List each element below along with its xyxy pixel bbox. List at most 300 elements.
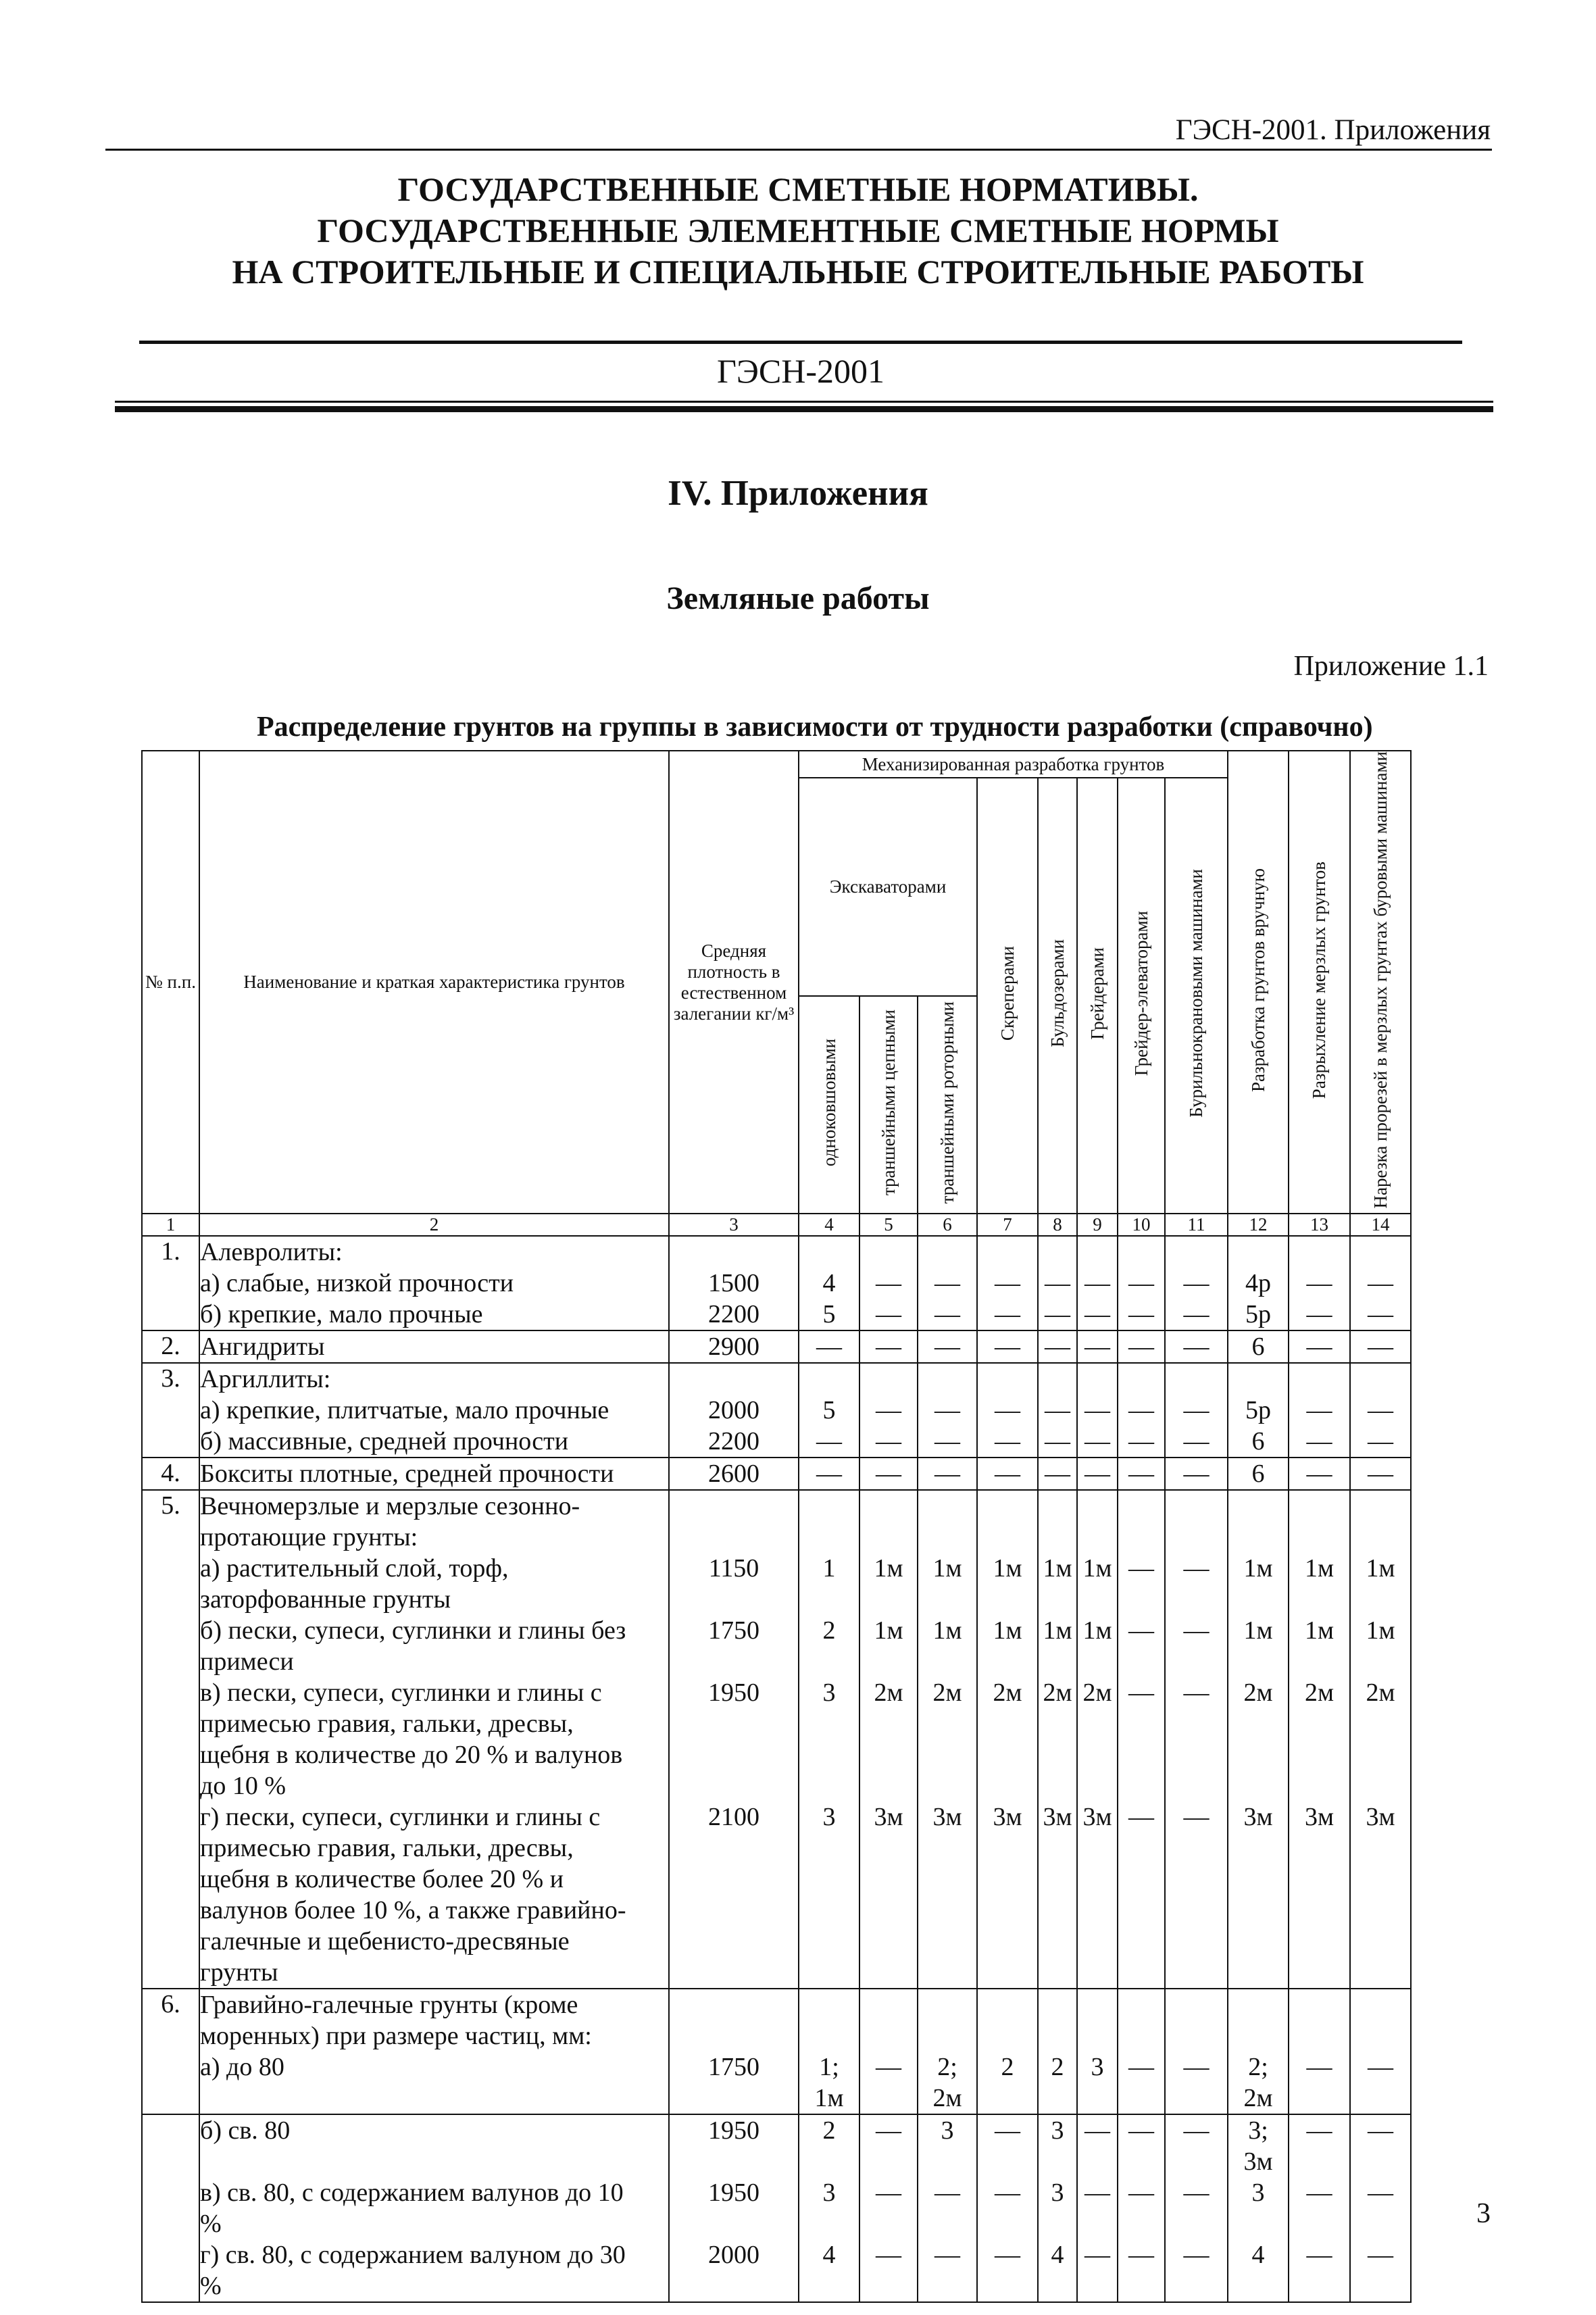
group-value: — xyxy=(1128,2241,1154,2270)
soil-name-cell xyxy=(199,1330,669,1363)
group-value xyxy=(1166,1739,1227,1770)
density-cell xyxy=(669,2114,799,2302)
group-value: 2м xyxy=(993,1678,1022,1708)
group-value: — xyxy=(1183,2241,1210,2270)
group-value: — xyxy=(934,2179,960,2208)
group-value xyxy=(918,1237,976,1268)
group-value xyxy=(860,1957,917,1988)
group-value xyxy=(860,2208,917,2239)
soil-name-line: заторфованные грунты xyxy=(200,1585,451,1614)
group-value xyxy=(799,2146,859,2177)
group-value: 2 xyxy=(822,1616,836,1645)
group-value xyxy=(1166,2270,1227,2301)
group-value xyxy=(1228,1926,1288,1957)
group-value-cell xyxy=(1077,1330,1118,1363)
group-value xyxy=(1078,1895,1117,1926)
density-value xyxy=(670,2020,798,2051)
group-value xyxy=(1351,1926,1410,1957)
group-value xyxy=(1289,1584,1349,1615)
group-value: 6 xyxy=(1251,1427,1265,1456)
header-col-4: одноковшовыми xyxy=(799,996,859,1214)
soil-name-line xyxy=(200,2083,668,2114)
group-value xyxy=(978,1739,1037,1770)
group-value: — xyxy=(1306,1427,1332,1456)
group-value: — xyxy=(1183,1554,1210,1583)
group-value: — xyxy=(1306,2241,1332,2270)
group-value: — xyxy=(1183,1269,1210,1298)
group-value xyxy=(1078,1926,1117,1957)
group-value: 2 xyxy=(1051,2053,1064,2082)
density-value xyxy=(670,1864,798,1895)
density-value: 1950 xyxy=(708,1678,759,1708)
appendix-label: Приложение 1.1 xyxy=(1293,651,1489,682)
title-line: ГОСУДАРСТВЕННЫЕ ЭЛЕМЕНТНЫЕ СМЕТНЫЕ НОРМЫ xyxy=(317,211,1279,249)
group-value: — xyxy=(1128,1427,1154,1456)
row-number: 5. xyxy=(142,1490,199,1989)
group-value xyxy=(860,1739,917,1770)
group-value-cell xyxy=(1228,1236,1289,1330)
group-value xyxy=(918,1646,976,1677)
group-value: 4 xyxy=(1051,2241,1064,2270)
group-value xyxy=(1351,1957,1410,1988)
soil-name-line: Гравийно-галечные грунты (кроме xyxy=(200,1991,578,2020)
group-value-cell xyxy=(918,2114,977,2302)
row-number: 4. xyxy=(142,1458,199,1490)
group-value: — xyxy=(995,1396,1020,1425)
group-value: 6 xyxy=(1251,1333,1265,1362)
group-value xyxy=(1351,2083,1410,2114)
group-value xyxy=(1039,1739,1076,1770)
group-value xyxy=(1118,1646,1164,1677)
group-value xyxy=(918,2146,976,2177)
group-value xyxy=(1289,2270,1349,2301)
group-value-cell xyxy=(1228,1458,1289,1490)
group-value: 2м xyxy=(1243,1678,1273,1708)
group-value xyxy=(1118,2146,1164,2177)
group-value: — xyxy=(995,2116,1020,2145)
soil-name-line: в) пески, супеси, суглинки и глины с xyxy=(200,1678,602,1708)
soil-name-line: Аргиллиты: xyxy=(200,1365,331,1394)
group-value: — xyxy=(816,1460,842,1489)
group-value-cell xyxy=(1228,1363,1289,1458)
group-value xyxy=(1039,2270,1076,2301)
group-value: — xyxy=(1128,2053,1154,2082)
soil-name-line: г) пески, супеси, суглинки и глины с xyxy=(200,1803,601,1832)
group-value: — xyxy=(934,1300,960,1329)
col-number: 8 xyxy=(1038,1214,1077,1236)
group-value-cell xyxy=(1038,1330,1077,1363)
group-value-cell xyxy=(1077,2114,1118,2302)
group-value-cell xyxy=(1118,1490,1165,1989)
group-value xyxy=(1228,1584,1288,1615)
group-value: — xyxy=(1128,2179,1154,2208)
group-value: 3м xyxy=(1082,1803,1112,1832)
soil-name-line: а) слабые, низкой прочности xyxy=(200,1269,514,1298)
group-value: 3 xyxy=(822,1678,836,1708)
group-value xyxy=(799,1237,859,1268)
group-value: — xyxy=(1128,1396,1154,1425)
group-value xyxy=(1351,1364,1410,1395)
group-value xyxy=(1351,1864,1410,1895)
group-value xyxy=(1118,2083,1164,2114)
group-value: 2м xyxy=(932,2084,962,2113)
group-value xyxy=(799,1895,859,1926)
soil-name-line: % xyxy=(200,2210,222,2239)
group-value: 3 xyxy=(941,2116,954,2145)
group-value xyxy=(978,1989,1037,2020)
soil-name-line: б) массивные, средней прочности xyxy=(200,1427,569,1456)
group-value: 1м xyxy=(1043,1554,1072,1583)
col-number: 6 xyxy=(918,1214,977,1236)
group-value xyxy=(1166,2146,1227,2177)
group-value: 3м xyxy=(1243,1803,1273,1832)
group-value-cell xyxy=(1038,1490,1077,1989)
group-value xyxy=(1351,2020,1410,2051)
group-value xyxy=(799,1864,859,1895)
group-value xyxy=(799,1708,859,1739)
soil-name-line xyxy=(200,2146,668,2177)
group-value: 1м xyxy=(814,2084,844,2113)
header-no: № п.п. xyxy=(142,751,199,1214)
group-value: — xyxy=(1045,1269,1070,1298)
group-value xyxy=(1118,1926,1164,1957)
group-value xyxy=(978,1770,1037,1801)
group-value xyxy=(1118,1491,1164,1522)
density-value xyxy=(670,1833,798,1864)
soil-name-cell xyxy=(199,1236,669,1330)
density-value: 1750 xyxy=(708,1616,759,1645)
density-value xyxy=(670,1739,798,1770)
group-value xyxy=(1078,1584,1117,1615)
group-value-cell xyxy=(977,1458,1038,1490)
group-value: — xyxy=(876,1300,901,1329)
col-number: 4 xyxy=(799,1214,859,1236)
group-value xyxy=(1039,1237,1076,1268)
soil-name-line: грунты xyxy=(200,1958,278,1987)
group-value-cell xyxy=(859,1490,918,1989)
group-value xyxy=(1118,1957,1164,1988)
group-value xyxy=(799,1989,859,2020)
group-value xyxy=(1078,1957,1117,1988)
group-value xyxy=(1039,2146,1076,2177)
density-value xyxy=(670,1708,798,1739)
group-value: 5 xyxy=(822,1300,836,1329)
soil-name-line: Алевролиты: xyxy=(200,1238,343,1267)
group-value-cell xyxy=(918,1989,977,2114)
col-number: 13 xyxy=(1289,1214,1350,1236)
soil-name-line: Бокситы плотные, средней прочности xyxy=(200,1460,614,1489)
group-value: — xyxy=(1045,1427,1070,1456)
col-number: 10 xyxy=(1118,1214,1165,1236)
group-value xyxy=(1039,1491,1076,1522)
group-value: 4 xyxy=(822,1269,836,1298)
group-value: — xyxy=(934,1333,960,1362)
group-value: 2м xyxy=(1366,1678,1395,1708)
group-value xyxy=(860,1708,917,1739)
code-bottom-rule-thin xyxy=(115,401,1493,403)
group-value: 1 xyxy=(822,1554,836,1583)
header-col-8: Бульдозерами xyxy=(1038,778,1077,1214)
group-value xyxy=(1289,1739,1349,1770)
group-value xyxy=(1351,1895,1410,1926)
density-value: 2200 xyxy=(708,1300,759,1329)
group-value xyxy=(1351,2146,1410,2177)
group-value-cell xyxy=(1165,1490,1228,1989)
group-value xyxy=(978,2083,1037,2114)
group-value xyxy=(1078,1364,1117,1395)
group-value xyxy=(1228,2020,1288,2051)
group-value xyxy=(918,1895,976,1926)
header-col-9: Грейдерами xyxy=(1077,778,1118,1214)
group-value-cell xyxy=(799,1236,859,1330)
group-value: — xyxy=(934,1269,960,1298)
group-value xyxy=(1118,1237,1164,1268)
group-value: — xyxy=(1368,1460,1393,1489)
group-value xyxy=(860,2270,917,2301)
group-value: 3м xyxy=(1304,1803,1335,1832)
group-value: 4 xyxy=(822,2241,836,2270)
code-bottom-rule-thick xyxy=(115,406,1493,412)
group-value-cell xyxy=(799,1363,859,1458)
running-head: ГЭСН-2001. Приложения xyxy=(1175,114,1491,146)
group-value-cell xyxy=(1038,2114,1077,2302)
group-value xyxy=(1078,2146,1117,2177)
group-value: 3 xyxy=(1091,2053,1104,2082)
group-value xyxy=(1289,1833,1349,1864)
col-number: 3 xyxy=(669,1214,799,1236)
group-value: — xyxy=(876,2241,901,2270)
table-row xyxy=(142,2114,1411,2302)
group-value-cell xyxy=(1118,1989,1165,2114)
density-value: 2000 xyxy=(708,1396,759,1425)
group-value: 1м xyxy=(932,1616,962,1645)
group-value xyxy=(1228,1491,1288,1522)
group-value xyxy=(978,1957,1037,1988)
group-value xyxy=(799,1926,859,1957)
table-row xyxy=(142,1363,1411,1458)
group-value: — xyxy=(1183,1678,1210,1708)
group-value xyxy=(799,2208,859,2239)
group-value-cell xyxy=(1228,1330,1289,1363)
group-value xyxy=(978,2020,1037,2051)
group-value xyxy=(978,1833,1037,1864)
soil-name-line: % xyxy=(200,2272,222,2301)
group-value: — xyxy=(876,1269,901,1298)
group-value xyxy=(1078,2020,1117,2051)
group-value xyxy=(978,1926,1037,1957)
soil-name-line: а) до 80 xyxy=(200,2053,284,2082)
group-value xyxy=(978,2270,1037,2301)
title-line: НА СТРОИТЕЛЬНЫЕ И СПЕЦИАЛЬНЫЕ СТРОИТЕЛЬНЫЕ РАБОТЫ xyxy=(232,253,1364,291)
group-value xyxy=(860,1864,917,1895)
group-value-cell xyxy=(1038,1458,1077,1490)
group-value xyxy=(1289,1989,1349,2020)
group-value xyxy=(1289,2146,1349,2177)
density-value xyxy=(670,1491,798,1522)
group-value: — xyxy=(1128,2116,1154,2145)
group-value xyxy=(1289,1770,1349,1801)
density-value: 1150 xyxy=(708,1554,759,1583)
table-row xyxy=(142,1330,1411,1363)
group-value: 1м xyxy=(1243,1554,1273,1583)
group-value xyxy=(1351,1739,1410,1770)
group-value: — xyxy=(1128,1300,1154,1329)
density-value xyxy=(670,1237,798,1268)
group-value: — xyxy=(995,1269,1020,1298)
group-value-cell xyxy=(859,1330,918,1363)
group-value xyxy=(1166,1864,1227,1895)
group-value xyxy=(860,2146,917,2177)
row-number: 6. xyxy=(142,1989,199,2114)
group-value xyxy=(1118,1584,1164,1615)
group-value xyxy=(799,1833,859,1864)
group-value: 3м xyxy=(1366,1803,1395,1832)
group-value xyxy=(978,1584,1037,1615)
density-value: 2600 xyxy=(708,1460,759,1489)
header-col-11: Бурильнокрановыми машинами xyxy=(1165,778,1228,1214)
group-value-cell xyxy=(918,1490,977,1989)
group-value-cell xyxy=(1038,1363,1077,1458)
density-value xyxy=(670,2270,798,2301)
table-body xyxy=(142,1236,1411,2302)
col-number: 12 xyxy=(1228,1214,1289,1236)
group-value xyxy=(1351,1584,1410,1615)
group-value: — xyxy=(1128,1616,1154,1645)
group-value xyxy=(1118,1864,1164,1895)
soil-name-line: в) св. 80, с содержанием валунов до 10 xyxy=(200,2179,624,2208)
group-value xyxy=(1078,1989,1117,2020)
density-value xyxy=(670,1926,798,1957)
group-value: — xyxy=(1368,1333,1393,1362)
group-value: 3 xyxy=(822,1803,836,1832)
section-heading: IV. Приложения xyxy=(668,474,928,513)
group-value-cell xyxy=(1228,1490,1289,1989)
group-value xyxy=(799,1584,859,1615)
group-value-cell xyxy=(1077,1236,1118,1330)
group-value: 3 xyxy=(1051,2116,1064,2145)
group-value-cell xyxy=(1165,1236,1228,1330)
group-value: — xyxy=(876,1460,901,1489)
group-value: — xyxy=(1306,1300,1332,1329)
group-value xyxy=(860,1895,917,1926)
group-value xyxy=(860,1364,917,1395)
group-value xyxy=(860,2083,917,2114)
group-value xyxy=(799,1364,859,1395)
document-title xyxy=(0,169,1596,293)
group-value: 1м xyxy=(1304,1554,1335,1583)
group-value: — xyxy=(1045,1460,1070,1489)
density-cell xyxy=(669,1490,799,1989)
group-value-cell xyxy=(1228,2114,1289,2302)
group-value-cell xyxy=(1077,1458,1118,1490)
group-value xyxy=(1078,1708,1117,1739)
header-col-7: Скреперами xyxy=(977,778,1038,1214)
group-value xyxy=(860,2020,917,2051)
group-value: 1м xyxy=(1082,1616,1112,1645)
soil-name-line: примеси xyxy=(200,1647,294,1676)
group-value xyxy=(978,1895,1037,1926)
group-value-cell xyxy=(1038,1989,1077,2114)
group-value: 3м xyxy=(1043,1803,1072,1832)
header-name: Наименование и краткая характеристика грунтов xyxy=(199,751,669,1214)
group-value-cell xyxy=(977,1330,1038,1363)
group-value xyxy=(1039,1989,1076,2020)
group-value: 4 xyxy=(1251,2241,1265,2270)
group-value: — xyxy=(1306,1460,1332,1489)
group-value xyxy=(1289,1708,1349,1739)
group-value: — xyxy=(1183,1616,1210,1645)
group-value-cell xyxy=(1350,2114,1411,2302)
group-value: — xyxy=(934,2241,960,2270)
page-number: 3 xyxy=(1476,2198,1491,2229)
group-value-cell xyxy=(1038,1236,1077,1330)
group-value: — xyxy=(1128,1803,1154,1832)
group-value xyxy=(1289,1364,1349,1395)
group-value xyxy=(918,1522,976,1553)
soil-name-line: валунов более 10 %, а также гравийно- xyxy=(200,1896,626,1925)
group-value-cell xyxy=(918,1363,977,1458)
group-value: — xyxy=(1084,1300,1110,1329)
group-value: 1м xyxy=(874,1554,903,1583)
group-value xyxy=(1078,2208,1117,2239)
group-value xyxy=(1166,1708,1227,1739)
group-value: — xyxy=(995,2241,1020,2270)
group-value: — xyxy=(1183,1396,1210,1425)
density-value xyxy=(670,1895,798,1926)
header-mechanized: Механизированная разработка грунтов xyxy=(799,751,1228,778)
soil-name-cell xyxy=(199,1989,669,2114)
soil-name-line: примесью гравия, гальки, дресвы, xyxy=(200,1834,574,1863)
group-value xyxy=(1289,1491,1349,1522)
soil-name-line: до 10 % xyxy=(200,1772,286,1801)
group-value: 3м xyxy=(1243,2147,1273,2176)
group-value xyxy=(918,1708,976,1739)
group-value-cell xyxy=(1118,2114,1165,2302)
group-value: 2м xyxy=(1304,1678,1335,1708)
soil-name-cell xyxy=(199,1490,669,1989)
density-value xyxy=(670,1522,798,1553)
group-value: 2 xyxy=(822,2116,836,2145)
density-value xyxy=(670,2208,798,2239)
group-value: — xyxy=(1084,1269,1110,1298)
group-value xyxy=(1166,1957,1227,1988)
group-value-cell xyxy=(1165,1458,1228,1490)
group-value xyxy=(1289,1895,1349,1926)
row-number xyxy=(142,2114,199,2302)
group-value xyxy=(1289,1522,1349,1553)
table-row xyxy=(142,1490,1411,1989)
group-value xyxy=(1228,1237,1288,1268)
group-value xyxy=(1166,1989,1227,2020)
group-value: — xyxy=(1183,2179,1210,2208)
row-number: 1. xyxy=(142,1236,199,1330)
group-value: — xyxy=(934,1396,960,1425)
group-value xyxy=(1228,1770,1288,1801)
group-value: — xyxy=(1368,1427,1393,1456)
group-value: — xyxy=(1084,2116,1110,2145)
group-value: — xyxy=(1045,1396,1070,1425)
group-value xyxy=(978,2208,1037,2239)
group-value: — xyxy=(876,2116,901,2145)
group-value xyxy=(1166,2020,1227,2051)
group-value-cell xyxy=(977,1490,1038,1989)
group-value xyxy=(1351,1989,1410,2020)
table-caption: Распределение грунтов на группы в зависимости от трудности разработки (справочно) xyxy=(257,712,1373,743)
group-value xyxy=(1039,1926,1076,1957)
group-value: 2м xyxy=(874,1678,903,1708)
group-value xyxy=(978,1364,1037,1395)
density-cell xyxy=(669,1458,799,1490)
